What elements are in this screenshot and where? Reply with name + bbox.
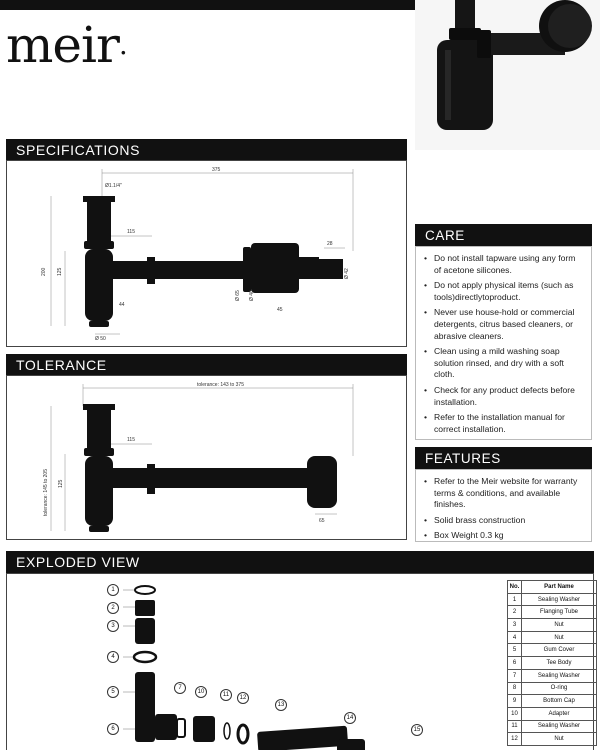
table-row bbox=[508, 606, 597, 619]
part-name: Tee Body bbox=[522, 657, 597, 670]
dim-base-dia: Ø 50 bbox=[95, 336, 106, 342]
brand-logo: meir. bbox=[6, 16, 127, 74]
part-name: O-ring bbox=[522, 682, 597, 695]
tol-height: tolerance: 145 to 205 bbox=[43, 469, 49, 516]
part-name: Nut bbox=[522, 631, 597, 644]
exploded-view-drawing bbox=[7, 574, 507, 750]
dim-outlet-dia: Ø1.1/4" bbox=[105, 183, 122, 189]
dim-spigot: 28 bbox=[327, 241, 333, 247]
table-row bbox=[508, 669, 597, 682]
callout-13: 13 bbox=[275, 699, 287, 711]
col-header-part-name: Part Name bbox=[522, 581, 597, 594]
part-no: 12 bbox=[508, 733, 522, 746]
exploded-view-panel bbox=[6, 573, 594, 750]
dim-d42: Ø 42 bbox=[344, 268, 350, 279]
table-row bbox=[508, 720, 597, 733]
part-no: 10 bbox=[508, 707, 522, 720]
tolerance-drawing bbox=[7, 376, 407, 540]
specifications-drawing bbox=[7, 161, 407, 347]
exploded-view-heading: EXPLODED VIEW bbox=[6, 551, 594, 573]
callout-5: 5 bbox=[107, 686, 119, 698]
callout-2: 2 bbox=[107, 602, 119, 614]
table-row bbox=[508, 657, 597, 670]
care-panel bbox=[415, 246, 592, 440]
part-no: 7 bbox=[508, 669, 522, 682]
tolerance-panel bbox=[6, 375, 407, 540]
part-name: Gum Cover bbox=[522, 644, 597, 657]
care-item: • Do not install tapware using any form of acetone silicones. bbox=[424, 253, 583, 276]
part-name: Sealing Washer bbox=[522, 593, 597, 606]
parts-table bbox=[507, 580, 597, 746]
callout-6: 6 bbox=[107, 723, 119, 735]
table-row bbox=[508, 733, 597, 746]
callout-1: 1 bbox=[107, 584, 119, 596]
features-heading: FEATURES bbox=[415, 447, 592, 469]
care-list bbox=[424, 253, 583, 435]
feature-item: • Solid brass construction bbox=[424, 515, 583, 527]
dim-d40: Ø 40 bbox=[249, 290, 255, 301]
part-name: Flanging Tube bbox=[522, 606, 597, 619]
part-name: Adapter bbox=[522, 707, 597, 720]
table-row bbox=[508, 619, 597, 632]
callout-15: 15 bbox=[411, 724, 423, 736]
care-item: • Never use house-hold or commercial detergents, citrus based cleaners, or abrasive cleaners. bbox=[424, 307, 583, 342]
tolerance-heading: TOLERANCE bbox=[6, 354, 407, 375]
features-panel bbox=[415, 469, 592, 542]
part-no: 1 bbox=[508, 593, 522, 606]
part-no: 2 bbox=[508, 606, 522, 619]
specifications-panel bbox=[6, 160, 407, 347]
callout-11: 11 bbox=[220, 689, 232, 701]
callout-12: 12 bbox=[237, 692, 249, 704]
part-no: 4 bbox=[508, 631, 522, 644]
tol-flange: 65 bbox=[319, 518, 325, 524]
dim-d65: Ø 65 bbox=[235, 290, 241, 301]
table-row bbox=[508, 644, 597, 657]
tol-inner-height: 125 bbox=[58, 479, 64, 488]
part-no: 6 bbox=[508, 657, 522, 670]
dim-branch: 115 bbox=[127, 229, 135, 235]
parts-table-header bbox=[508, 581, 597, 594]
part-no: 5 bbox=[508, 644, 522, 657]
bottle-trap-render bbox=[415, 0, 600, 150]
part-name: Bottom Cap bbox=[522, 695, 597, 708]
feature-item: • Refer to the Meir website for warranty terms & conditions, and available finishes. bbox=[424, 476, 583, 511]
callout-10: 10 bbox=[195, 686, 207, 698]
callout-4: 4 bbox=[107, 651, 119, 663]
dim-flange-len: 45 bbox=[277, 307, 283, 313]
care-item: • Check for any product defects before installation. bbox=[424, 385, 583, 408]
table-row bbox=[508, 593, 597, 606]
callout-14: 14 bbox=[344, 712, 356, 724]
part-name: Sealing Washer bbox=[522, 669, 597, 682]
specifications-heading: SPECIFICATIONS bbox=[6, 139, 407, 160]
part-name: Sealing Washer bbox=[522, 720, 597, 733]
part-no: 9 bbox=[508, 695, 522, 708]
dim-height: 200 bbox=[41, 267, 47, 276]
col-header-no: No. bbox=[508, 581, 522, 594]
tol-branch: 115 bbox=[127, 437, 135, 443]
table-row bbox=[508, 631, 597, 644]
features-list bbox=[424, 476, 583, 542]
tol-range: tolerance: 143 to 375 bbox=[197, 382, 244, 388]
part-name: Nut bbox=[522, 619, 597, 632]
callout-7: 7 bbox=[174, 682, 186, 694]
care-item: • Refer to the installation manual for correct installation. bbox=[424, 412, 583, 435]
dim-inner-height: 125 bbox=[57, 267, 63, 276]
table-row bbox=[508, 707, 597, 720]
dim-bottom-gap: 44 bbox=[119, 302, 125, 308]
callout-3: 3 bbox=[107, 620, 119, 632]
feature-item: • Box Weight 0.3 kg bbox=[424, 530, 583, 542]
care-heading: CARE bbox=[415, 224, 592, 246]
table-row bbox=[508, 682, 597, 695]
part-no: 8 bbox=[508, 682, 522, 695]
top-bar bbox=[0, 0, 415, 10]
part-name: Nut bbox=[522, 733, 597, 746]
care-item: • Do not apply physical items (such as tools)directlytoproduct. bbox=[424, 280, 583, 303]
part-no: 11 bbox=[508, 720, 522, 733]
care-item: • Clean using a mild washing soap solution rinsed, and dry with a soft cloth. bbox=[424, 346, 583, 381]
dim-total-length: 375 bbox=[212, 167, 221, 173]
table-row bbox=[508, 695, 597, 708]
part-no: 3 bbox=[508, 619, 522, 632]
product-hero-image bbox=[415, 0, 600, 150]
